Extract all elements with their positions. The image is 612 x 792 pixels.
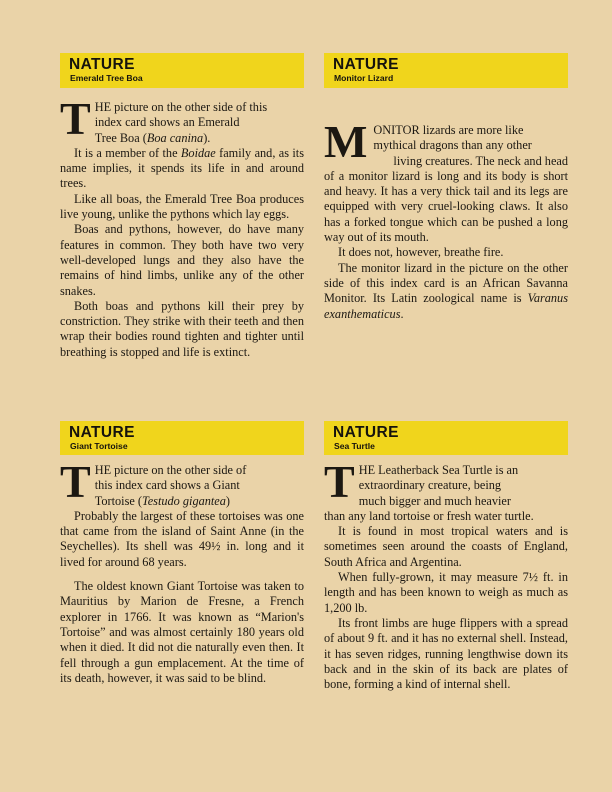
- paragraph-2: Probably the largest of these tortoises was one that came from the island of Saint Anne (in the Seychelles). Its shell was 49½ in. long and it lived for around 68 years.: [60, 508, 304, 569]
- card-body: [60, 456, 304, 686]
- lead-line-1: ONITOR lizards are more like: [373, 123, 524, 137]
- lead-paragraph: [60, 93, 304, 146]
- lead-paragraph: [324, 116, 569, 245]
- card-heading: NATURE: [333, 56, 399, 73]
- lead-line-2: this index card shows a Giant: [94, 478, 240, 493]
- drop-cap: T: [60, 93, 91, 144]
- card-subheading: Emerald Tree Boa: [70, 73, 143, 83]
- family-name: Boidae: [180, 145, 216, 160]
- card-heading: NATURE: [69, 424, 135, 441]
- card-header: [60, 421, 304, 455]
- card-header: [324, 421, 568, 455]
- card-heading: NATURE: [69, 56, 135, 73]
- card-heading: NATURE: [333, 424, 399, 441]
- drop-cap: T: [60, 456, 91, 507]
- lead-line-2: extraordinary creature, being: [358, 478, 502, 493]
- lead-line-1: HE picture on the other side of: [94, 463, 247, 477]
- card-header: [60, 53, 304, 88]
- lead-paragraph: [324, 456, 568, 524]
- lead-line-3-end: ): [225, 493, 231, 508]
- paragraph-3: Like all boas, the Emerald Tree Boa produces live young, unlike the pythons which lay eggs.: [60, 191, 304, 222]
- card-subheading: Sea Turtle: [334, 441, 375, 451]
- card-body: [324, 456, 568, 692]
- paragraph-4: Boas and pythons, however, do have many features in common. They both have two very well-developed lungs and they also have the remains of hind limbs, unlike any of the other snakes.: [60, 222, 304, 298]
- lead-line-3: Tortoise (: [94, 493, 142, 508]
- lead-continuation: The neck and head of a monitor lizard is long and its body is short and heavy. It has a very thick tail and its legs are equipped with very cruel-looking claws. It also has a forked tongue which can be pushed a long way out of its mouth.: [324, 153, 569, 245]
- drop-cap: M: [324, 116, 368, 167]
- lead-line-2: index card shows an Emerald: [94, 115, 240, 130]
- card-header: [324, 53, 568, 88]
- lead-continuation: than any land tortoise or fresh water turtle.: [324, 508, 534, 523]
- lead-line-3: living creatures.: [393, 153, 473, 168]
- lead-line-3: much bigger and much heavier: [358, 493, 511, 508]
- lead-line-2: mythical dragons than any other: [373, 138, 532, 153]
- paragraph-2: It does not, however, breathe fire.: [338, 245, 504, 260]
- latin-name: Varanus exanthematicus: [324, 291, 568, 321]
- paragraph-2: It is found in most tropical waters and is sometimes seen around the coasts of England, South Africa and Argentina.: [324, 524, 568, 569]
- paragraph-2: It is a member of the Boidae family and, as its name implies, it spends its life in and around trees.: [60, 145, 304, 191]
- species-name: Boa canina: [146, 130, 204, 145]
- paragraph-5: Both boas and pythons kill their prey by constriction. They strike with their teeth and then wrap their bodies round tighten and tighter until breathing is stopped and life is extinct.: [60, 298, 304, 359]
- paragraph-4: Its front limbs are huge flippers with a spread of about 9 ft. and it has no external shell. Instead, it has seven ridges, running lengthwise down its back and in the skin of its back are plates of bone, forming a kind of internal shell.: [324, 615, 568, 692]
- lead-line-1: HE Leatherback Sea Turtle is an: [358, 463, 519, 477]
- card-body: [324, 116, 569, 322]
- lead-line-3: Tree Boa (: [94, 130, 147, 145]
- drop-cap: T: [324, 456, 355, 507]
- card-body: [60, 93, 304, 360]
- card-subheading: Monitor Lizard: [334, 73, 394, 83]
- lead-line-1: HE picture on the other side of this: [94, 100, 268, 114]
- paragraph-3: When fully-grown, it may measure 7½ ft. in length and has been known to weigh as much as 1,200 lb.: [324, 570, 568, 615]
- paragraph-3: The oldest known Giant Tortoise was taken to Mauritius by Marion de Fresne, a French explorer in 1766. It was known as “Marion's Tortoise” and was almost certainly 180 years old when it died. It did not die naturally even then. It fell through a gun emplacement. At the time of its death, however, it was said to be blind.: [60, 579, 304, 685]
- card-subheading: Giant Tortoise: [70, 441, 128, 451]
- lead-paragraph: [60, 456, 304, 509]
- paragraph-3: The monitor lizard in the picture on the other side of this index card is an African Savanna Monitor. Its Latin zoological name is Varanus exanthematicus.: [324, 260, 568, 321]
- lead-line-3-end: ).: [203, 130, 211, 145]
- species-name: Testudo gigantea: [141, 493, 226, 508]
